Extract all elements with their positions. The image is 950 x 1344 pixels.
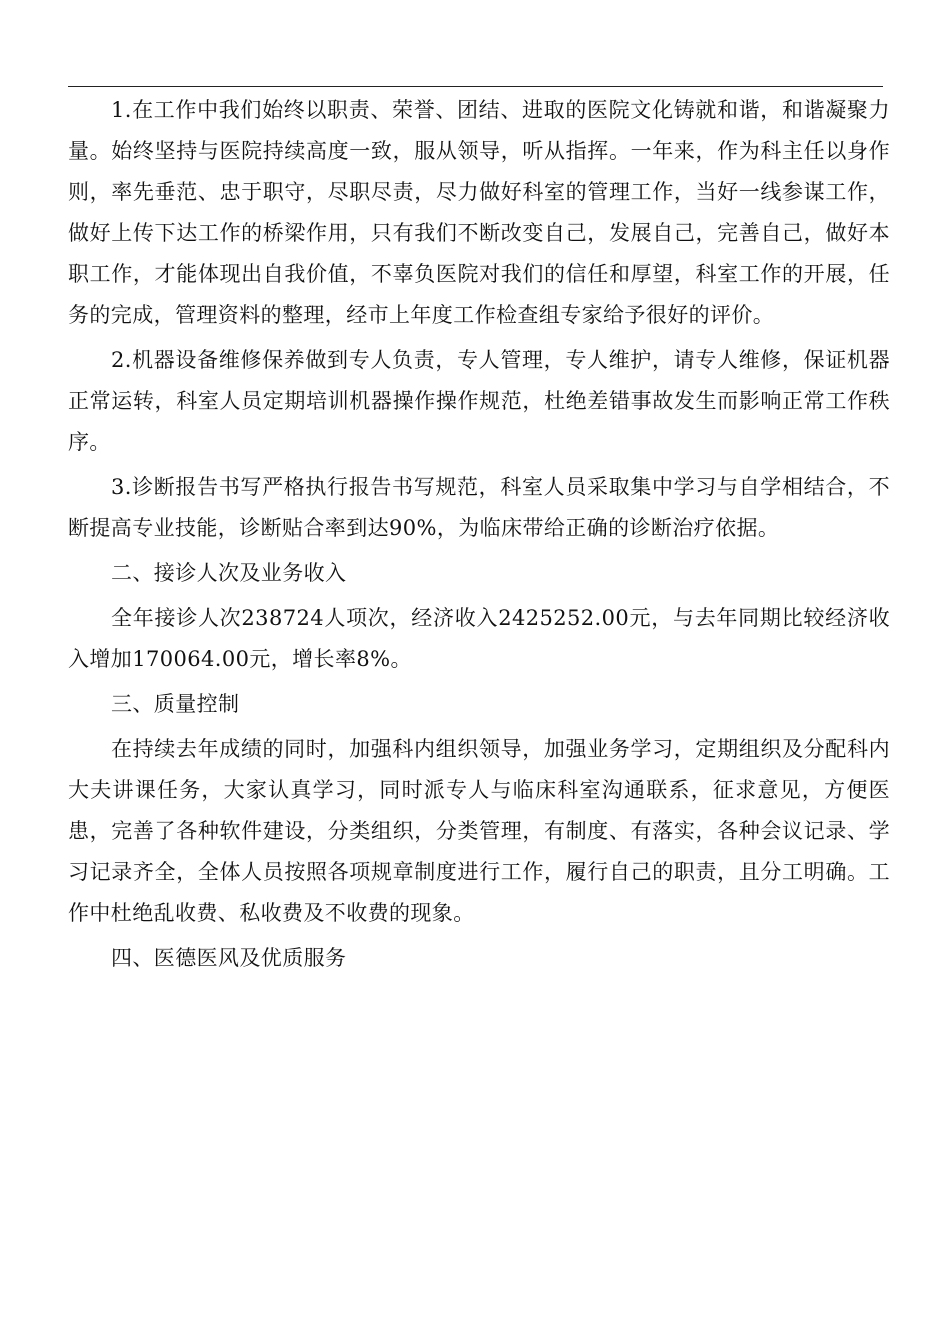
paragraph-item-2: 2.机器设备维修保养做到专人负责，专人管理，专人维护，请专人维修，保证机器正常运转，科室人员定期培训机器操作操作规范，杜绝差错事故发生而影响正常工作秩序。 xyxy=(68,348,890,454)
paragraph-item-3: 3.诊断报告书写严格执行报告书写规范，科室人员采取集中学习与自学相结合，不断提高专业技能，诊断贴合率到达90%，为临床带给正确的诊断治疗依据。 xyxy=(68,475,890,540)
document-body xyxy=(68,90,890,983)
header-rule xyxy=(68,86,883,87)
section-heading-3: 三、质量控制 xyxy=(111,692,240,716)
paragraph-income: 全年接诊人次238724人项次，经济收入2425252.00元，与去年同期比较经济收入增加170064.00元，增长率8%。 xyxy=(68,606,890,671)
section-heading-4: 四、医德医风及优质服务 xyxy=(111,946,347,970)
section-heading-2: 二、接诊人次及业务收入 xyxy=(111,561,347,585)
paragraph-item-1: 1.在工作中我们始终以职责、荣誉、团结、进取的医院文化铸就和谐，和谐凝聚力量。始终坚持与医院持续高度一致，服从领导，听从指挥。一年来，作为科主任以身作则，率先垂范、忠于职守，尽职尽责，尽力做好科室的管理工作，当好一线参谋工作，做好上传下达工作的桥梁作用，只有我们不断改变自己，发展自己，完善自己，做好本职工作，才能体现出自我价值，不辜负医院对我们的信任和厚望，科室工作的开展，任务的完成，管理资料的整理，经市上年度工作检查组专家给予很好的评价。 xyxy=(68,98,890,327)
paragraph-quality: 在持续去年成绩的同时，加强科内组织领导，加强业务学习，定期组织及分配科内大夫讲课任务，大家认真学习，同时派专人与临床科室沟通联系，征求意见，方便医患，完善了各种软件建设，分类组织，分类管理，有制度、有落实，各种会议记录、学习记录齐全，全体人员按照各项规章制度进行工作，履行自己的职责，且分工明确。工作中杜绝乱收费、私收费及不收费的现象。 xyxy=(68,737,890,925)
